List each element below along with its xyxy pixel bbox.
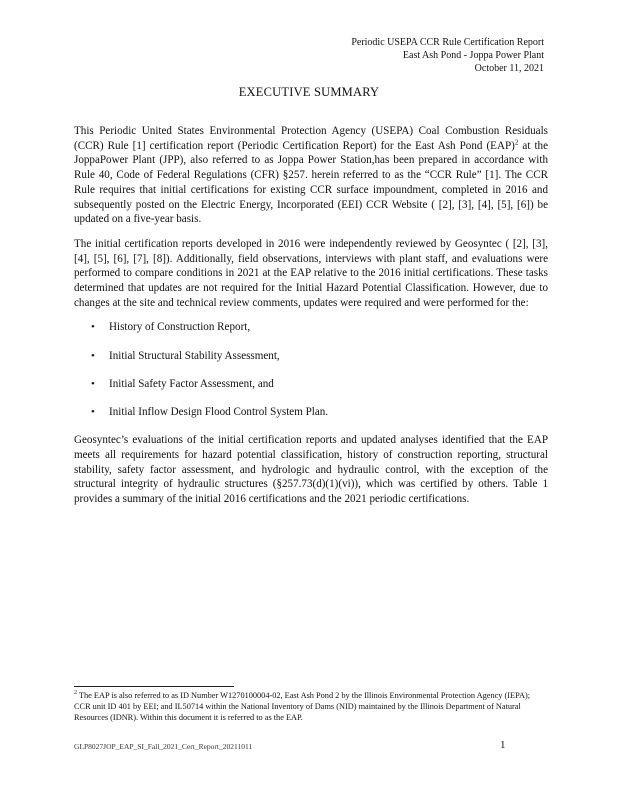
list-item-text: Initial Structural Stability Assessment, <box>109 349 280 362</box>
header-site-name: East Ash Pond - Joppa Power Plant <box>402 50 544 61</box>
intro-text-part-1: This Periodic United States Environmental Protection Agency (USEPA) Coal Combustion Residuals (CCR) Rule [1] certification report (Periodic Certification Report) for the East Ash Pond (EAP) <box>74 125 548 152</box>
body-text <box>74 124 548 517</box>
section-title: EXECUTIVE SUMMARY <box>238 85 380 99</box>
header-report-title: Periodic USEPA CCR Rule Certification Report <box>351 37 544 48</box>
footnote <box>74 690 548 723</box>
list-item <box>74 320 548 335</box>
list-item <box>74 349 548 364</box>
list-item <box>74 405 548 420</box>
page-number: 1 <box>500 739 506 751</box>
bullet-icon: • <box>91 377 95 390</box>
list-item-text: Initial Safety Factor Assessment, and <box>109 377 274 390</box>
header-date: October 11, 2021 <box>474 63 544 74</box>
footnote-text: The EAP is also referred to as ID Number W1270100004-02, East Ash Pond 2 by the Illinois Environmental Protection Agency (IEPA); CCR unit ID 401 by EEI; and IL50714 within the National Inventory of Dams (NID) maintained by the Illinois Department of Natural Resources (IDNR). Within this document it is referred to as the EAP. <box>74 691 531 722</box>
footnote-divider <box>74 686 234 687</box>
bullet-icon: • <box>91 349 95 362</box>
running-header <box>351 36 544 75</box>
bullet-icon: • <box>91 406 95 419</box>
list-item <box>74 377 548 392</box>
list-item-text: Initial Inflow Design Flood Control System Plan. <box>109 406 329 419</box>
footnote-ref[interactable]: 2 <box>514 138 519 147</box>
paragraph-findings: Geosyntec’s evaluations of the initial certification reports and updated analyses identified that the EAP meets all requirements for hazard potential classification, history of construction reporting, structural stability, safety factor assessment, and hydrologic and hydraulic control, with the exception of the structural integrity of hydraulic structures (§257.73(d)(1)(vi)), which was certified by others. Table 1 provides a summary of the initial 2016 certifications and the 2021 periodic certifications. <box>74 434 548 506</box>
update-list <box>74 320 548 419</box>
document-code: GLP8027JOP_EAP_SI_Fall_2021_Cert_Report_20211011 <box>74 742 253 751</box>
paragraph-intro <box>74 124 548 227</box>
footnote-number: 2 <box>74 690 77 697</box>
bullet-icon: • <box>91 321 95 334</box>
paragraph-review: The initial certification reports developed in 2016 were independently reviewed by Geosyntec ( [2], [3], [4], [5], [6], [7], [8]). Additionally, field observations, interviews with plant staff, and evaluations were performed to compare conditions in 2021 at the EAP relative to the 2016 initial certifications. These tasks determined that updates are not required for the Initial Hazard Potential Classification. However, due to changes at the site and technical review comments, updates were required and were performed for the: <box>74 237 548 309</box>
intro-text-part-2: at the JoppaPower Plant (JPP), also referred to as Joppa Power Station,has been prepared in accordance with Rule 40, Code of Federal Regulations (CFR) §257. herein referred to as the “CCR Rule” [1]. The CCR Rule requires that initial certifications for existing CCR surface impoundment, completed in 2016 and subsequently posted on the Electric Energy, Incorporated (EEI) CCR Website ( [2], [3], [4], [5], [6]) be updated on a five-year basis. <box>74 139 549 226</box>
list-item-text: History of Construction Report, <box>109 321 251 334</box>
